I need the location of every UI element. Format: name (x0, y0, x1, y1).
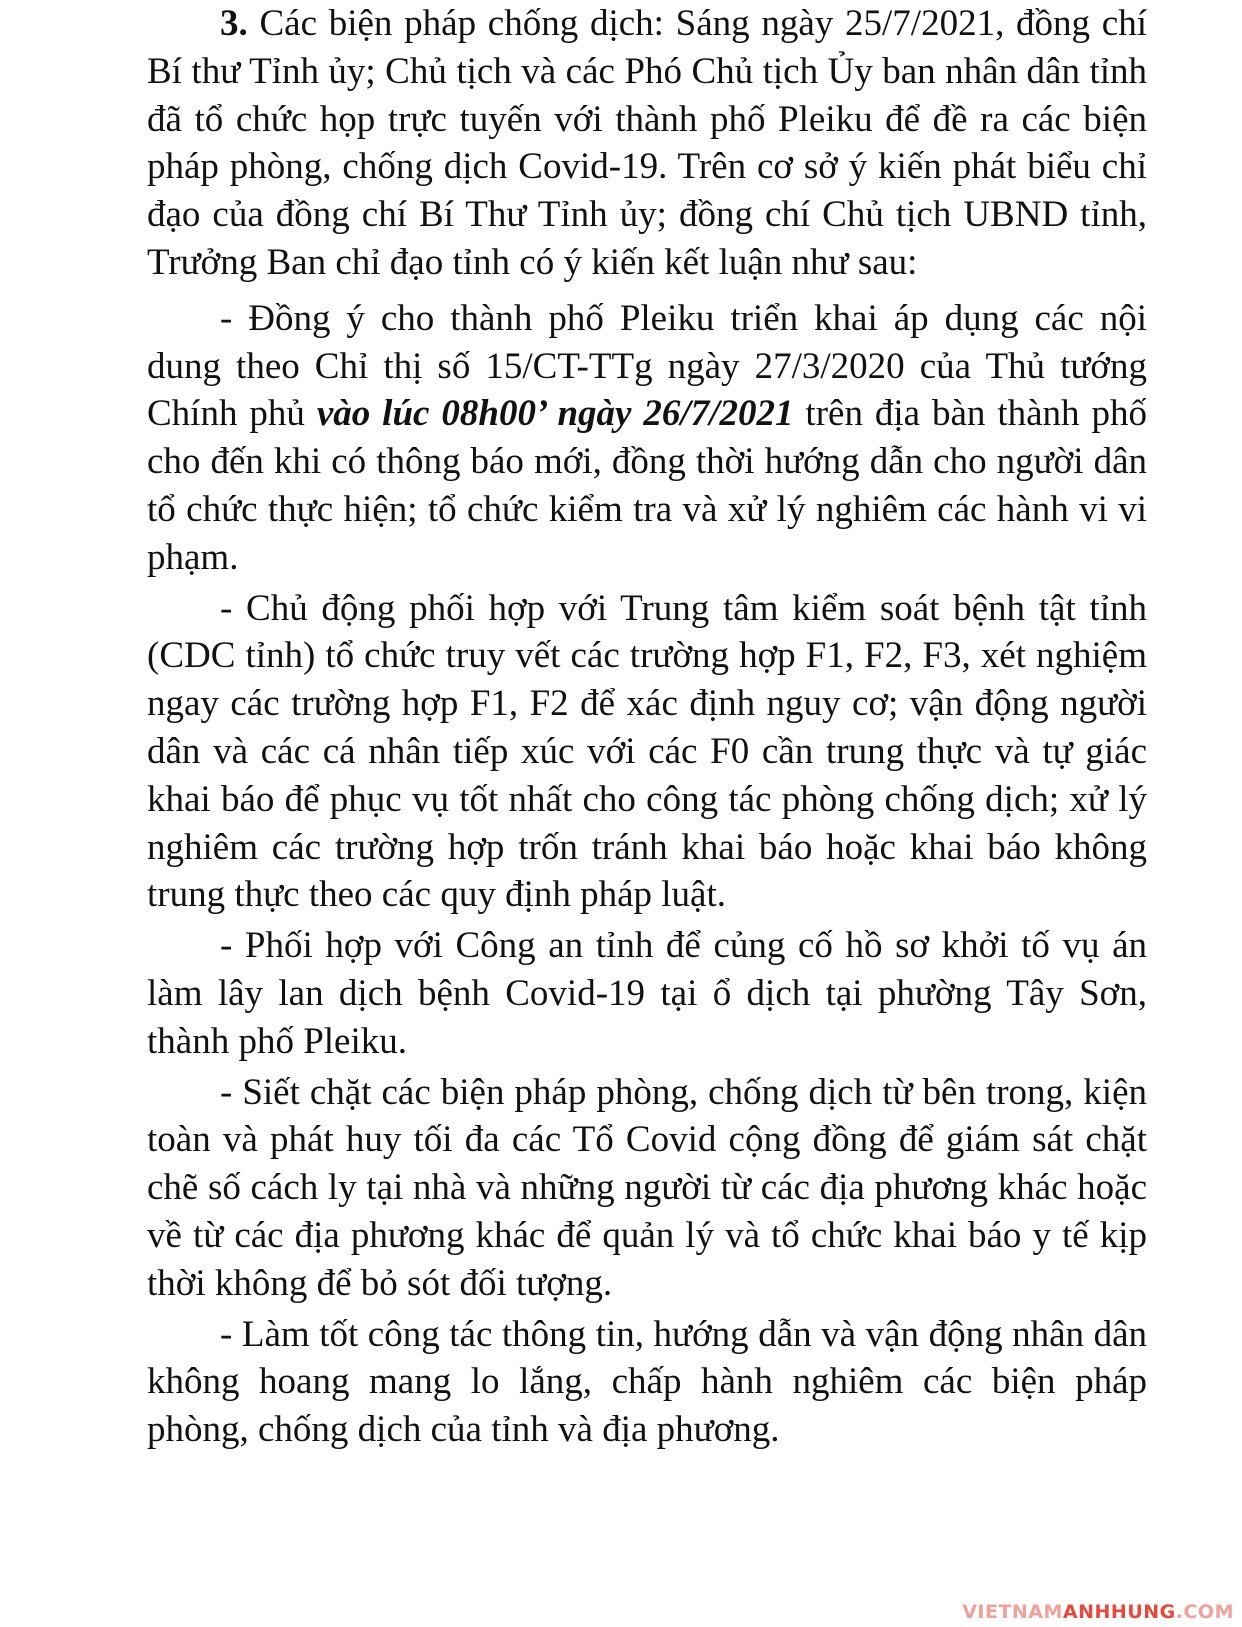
watermark-part-3: .COM (1175, 1601, 1234, 1623)
section-intro-text: Các biện pháp chống dịch: Sáng ngày 25/7/2021, đồng chí Bí thư Tỉnh ủy; Chủ tịch và các Phó Chủ tịch Ủy ban nhân dân tỉnh đã tổ chức họp trực tuyến với thành phố Pleiku để đề ra các biện pháp phòng, chống dịch Covid-19. Trên cơ sở ý kiến phát biểu chỉ đạo của đồng chí Bí Thư Tỉnh ủy; đồng chí Chủ tịch UBND tỉnh, Trưởng Ban chỉ đạo tỉnh có ý kiến kết luận như sau: (147, 3, 1147, 283)
bullet-item-4: - Siết chặt các biện pháp phòng, chống dịch từ bên trong, kiện toàn và phát huy tối đa các Tổ Covid cộng đồng để giám sát chặt chẽ số cách ly tại nhà và những người từ các địa phương khác hoặc về từ các địa phương khác để quản lý và tổ chức khai báo y tế kịp thời không để bỏ sót đối tượng. (147, 1071, 1147, 1304)
bullet-item-1-after: trên địa bàn thành phố cho đến khi có thông báo mới, đồng thời hướng dẫn cho người dân tổ chức thực hiện; tổ chức kiểm tra và xử lý nghiêm các hành vi vi phạm. (147, 393, 1147, 578)
watermark (962, 1601, 1234, 1623)
bullet-item-3: - Phối hợp với Công an tỉnh để củng cố hồ sơ khởi tố vụ án làm lây lan dịch bệnh Covid-19 tại ổ dịch tại phường Tây Sơn, thành phố Pleiku. (147, 925, 1147, 1062)
document-body (147, 0, 1147, 1454)
bullet-item-2: - Chủ động phối hợp với Trung tâm kiểm soát bệnh tật tỉnh (CDC tỉnh) tổ chức truy vết các trường hợp F1, F2, F3, xét nghiệm ngay các trường hợp F1, F2 để xác định nguy cơ; vận động người dân và các cá nhân tiếp xúc với các F0 cần trung thực và tự giác khai báo để phục vụ tốt nhất cho công tác phòng chống dịch; xử lý nghiêm các trường hợp trốn tránh khai báo hoặc khai báo không trung thực theo các quy định pháp luật. (147, 587, 1147, 916)
bullet-item-5: - Làm tốt công tác thông tin, hướng dẫn và vận động nhân dân không hoang mang lo lắng, chấp hành nghiêm các biện pháp phòng, chống dịch của tỉnh và địa phương. (147, 1313, 1147, 1451)
bullet-item-1-emphasis: vào lúc 08h00’ ngày 26/7/2021 (316, 393, 794, 435)
watermark-part-1: VIETNAM (962, 1601, 1063, 1623)
watermark-part-2: ANHHUNG (1062, 1601, 1176, 1623)
bullet-item-1-before: - Đồng ý cho thành phố Pleiku triển khai áp dụng các nội dung theo Chỉ thị số 15/CT-TTg ngày 27/3/2020 của Thủ tướng Chính phủ (147, 297, 1147, 435)
section-intro-paragraph (147, 0, 1147, 287)
bullet-item-1 (147, 295, 1147, 582)
section-number: 3. (220, 3, 248, 44)
